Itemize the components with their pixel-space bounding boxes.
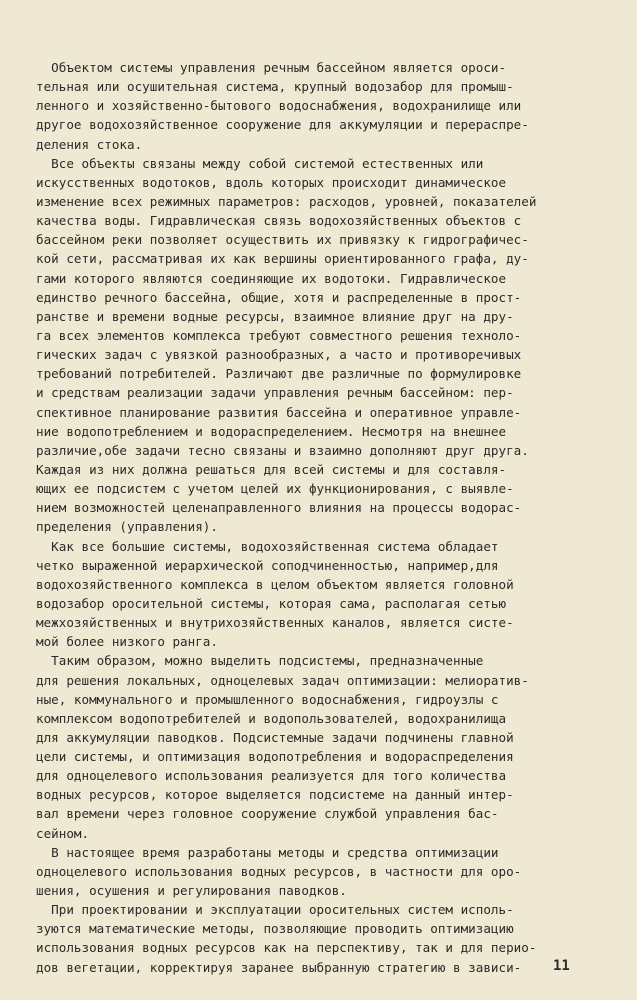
text-line: вал времени через головное сооружение службой управления бас-	[36, 806, 499, 822]
text-line: га всех элементов комплекса требуют совместного решения техноло-	[36, 327, 522, 343]
text-line: требований потребителей. Различают две различные по формулировке	[36, 366, 522, 382]
text-line: деления стока.	[36, 136, 143, 152]
text-line: ранстве и времени водные ресурсы, взаимное влияние друг на дру-	[36, 308, 514, 324]
text-line: для аккумуляции паводков. Подсистемные задачи подчинены главной	[36, 729, 514, 745]
text-line: для одноцелевого использования реализуется для того количества	[36, 768, 507, 784]
text-line: гических задач с увязкой разнообразных, а часто и противоречивых	[36, 347, 522, 363]
text-line: гами которого являются соединяющие их водотоки. Гидравлическое	[36, 270, 507, 286]
text-line: одноцелевого использования водных ресурсов, в частности для оро-	[36, 863, 522, 879]
text-line: ющих ее подсистем с учетом целей их функционирования, с выявле-	[36, 481, 514, 497]
text-line: для решения локальных, одноцелевых задач оптимизации: мелиоратив-	[36, 672, 529, 688]
text-line: ные, коммунального и промышленного водоснабжения, гидроузлы с	[36, 691, 499, 707]
text-line: В настоящее время разработаны методы и средства оптимизации	[36, 844, 499, 860]
text-line: Объектом системы управления речным бассейном является ороси-	[36, 60, 507, 75]
text-line: различие,обе задачи тесно связаны и взаимно дополняют друг друга.	[36, 442, 529, 458]
text-line: межхозяйственных и внутрихозяйственных каналов, является систе-	[36, 615, 514, 631]
text-line: спективное планирование развития бассейна и оперативное управле-	[36, 404, 522, 420]
text-line: цели системы, и оптимизация водопотребления и водораспределения	[36, 749, 514, 765]
text-line: Как все большие системы, водохозяйственная система обладает	[36, 538, 499, 554]
text-line: единство речного бассейна, общие, хотя и распределенные в прост-	[36, 289, 522, 305]
body-text	[36, 58, 584, 977]
text-line: водозабор оросительной системы, которая сама, располагая сетью	[36, 595, 507, 611]
text-line: использования водных ресурсов как на перспективу, так и для перио-	[36, 940, 537, 956]
text-line: комплексом водопотребителей и водопользователей, водохранилища	[36, 710, 507, 726]
text-line: Таким образом, можно выделить подсистемы, предназначенные	[36, 653, 484, 669]
text-line: водных ресурсов, которое выделяется подсистеме на данный интер-	[36, 787, 514, 803]
text-line: ленного и хозяйственно-бытового водоснабжения, водохранилище или	[36, 98, 522, 114]
text-line: пределения (управления).	[36, 519, 218, 535]
page-number: 11	[553, 958, 570, 974]
text-line: бассейном реки позволяет осуществить их привязку к гидрографичес-	[36, 232, 529, 248]
text-line: качества воды. Гидравлическая связь водохозяйственных объектов с	[36, 213, 522, 229]
text-line: Каждая из них должна решаться для всей системы и для составля-	[36, 461, 507, 477]
text-line: зуются математические методы, позволяющие проводить оптимизацию	[36, 921, 514, 937]
text-line: шения, осушения и регулирования паводков.	[36, 883, 347, 899]
text-line: мой более низкого ранга.	[36, 634, 218, 650]
text-line: водохозяйственного комплекса в целом объектом является головной	[36, 576, 514, 592]
text-line: и средствам реализации задачи управления речным бассейном: пер-	[36, 385, 514, 401]
text-line: другое водохозяйственное сооружение для аккумуляции и перераспре-	[36, 117, 529, 133]
text-line: кой сети, рассматривая их как вершины ориентированного графа, ду-	[36, 251, 529, 267]
text-line: тельная или осушительная система, крупный водозабор для промыш-	[36, 79, 514, 95]
text-line: сейном.	[36, 825, 90, 841]
text-line: искусственных водотоков, вдоль которых происходит динамическое	[36, 174, 507, 190]
text-line: При проектировании и эксплуатации оросительных систем исполь-	[36, 902, 514, 918]
text-line: дов вегетации, корректируя заранее выбранную стратегию в зависи-	[36, 959, 522, 975]
text-line: Все объекты связаны между собой системой естественных или	[36, 155, 484, 171]
text-line: четко выраженной иерархической соподчиненностью, например,для	[36, 557, 499, 573]
text-line: ние водопотреблением и водораспределением. Несмотря на внешнее	[36, 423, 507, 439]
text-line: изменение всех режимных параметров: расходов, уровней, показателей	[36, 193, 537, 209]
text-line: нием возможностей целенаправленного влияния на процессы водорас-	[36, 500, 522, 516]
